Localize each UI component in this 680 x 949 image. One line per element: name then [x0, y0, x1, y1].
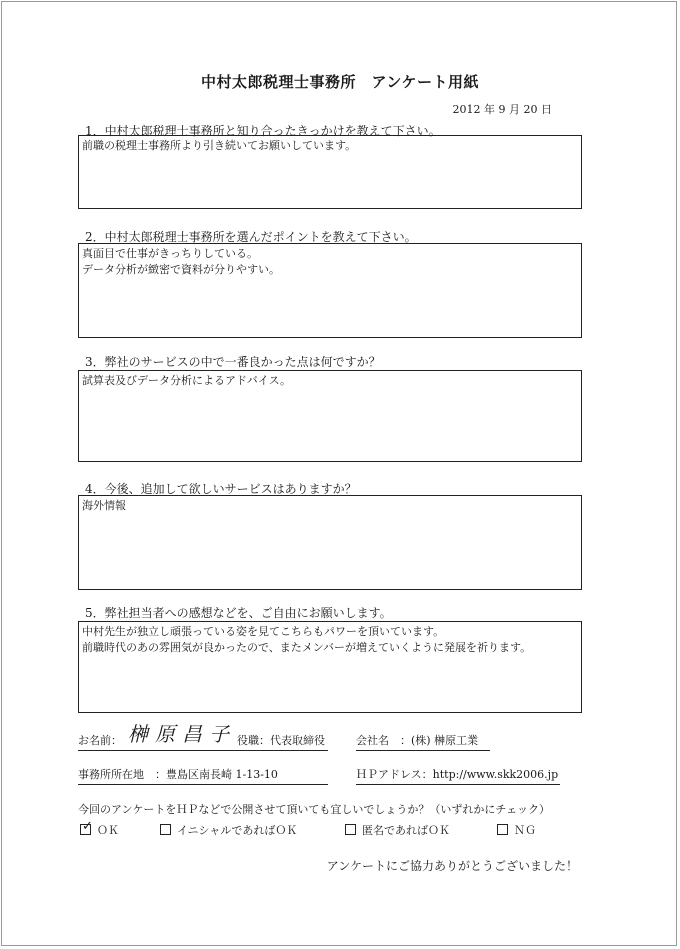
- answer-4-box: [78, 495, 582, 590]
- answer-1-box: [78, 135, 582, 209]
- hp-value: http://www.skk2006.jp: [432, 768, 559, 781]
- company-value: (株) 榊原工業: [411, 734, 479, 747]
- checkbox-icon[interactable]: [345, 824, 356, 835]
- checkbox-icon[interactable]: [160, 824, 171, 835]
- closing-message: アンケートにご協力ありがとうございました！: [326, 859, 578, 873]
- question-3-label: 3．弊社のサービスの中で一番良かった点は何ですか？: [85, 355, 381, 369]
- checkbox-icon[interactable]: [497, 824, 508, 835]
- hp-row: [356, 766, 560, 785]
- company-label: 会社名 ：: [356, 734, 411, 747]
- answer-5-line-1: 中村先生が独立し頑張っている姿を見てこちらもパワーを頂いています。: [82, 625, 445, 638]
- company-row: [356, 732, 490, 751]
- survey-date: 2012 年 9 月 20 日: [452, 103, 552, 116]
- name-label: お名前：: [78, 734, 122, 747]
- address-row: [78, 766, 328, 785]
- answer-5-line-2: 前職時代のあの雰囲気が良かったので、またメンバーが増えていくように発展を祈ります。: [82, 641, 532, 654]
- answer-3-line-1: 試算表及びデータ分析によるアドバイス。: [82, 374, 291, 387]
- answer-2-line-2: データ分析が緻密で資料が分りやすい。: [82, 263, 280, 276]
- name-signature: 榊原昌子: [128, 722, 236, 746]
- consent-option-anonymous-label: 匿名であればＯＫ: [362, 824, 450, 837]
- question-5-label: 5．弊社担当者への感想などを、ご自由にお願いします。: [85, 606, 392, 620]
- consent-option-initial-label: イニシャルであればＯＫ: [177, 824, 298, 837]
- answer-2-box: [78, 243, 582, 338]
- role-value: 代表取締役: [270, 734, 325, 747]
- answer-1-line-1: 前職の税理士事務所より引き続いてお願いしています。: [82, 139, 357, 152]
- answer-3-box: [78, 370, 582, 462]
- question-1-label: 1．中村太郎税理士事務所と知り合ったきっかけを教えて下さい。: [85, 124, 441, 138]
- consent-option-ng[interactable]: [497, 822, 536, 838]
- consent-option-ok-label: ＯＫ: [97, 824, 119, 837]
- question-4-label: 4．今後、追加して欲しいサービスはありますか？: [85, 482, 357, 496]
- consent-option-ng-label: ＮＧ: [514, 824, 536, 837]
- question-2-label: 2．中村太郎税理士事務所を選んだポイントを教えて下さい。: [85, 230, 417, 244]
- answer-4-line-1: 海外情報: [82, 499, 126, 512]
- answer-2-line-1: 真面目で仕事がきっちりしている。: [82, 247, 258, 260]
- page-title: 中村太郎税理士事務所 アンケート用紙: [200, 73, 480, 91]
- consent-option-initial[interactable]: [160, 822, 297, 838]
- role-label: 役職：: [237, 734, 270, 747]
- consent-option-ok[interactable]: [80, 822, 119, 838]
- checkbox-checked-icon[interactable]: [80, 824, 91, 835]
- consent-option-anonymous[interactable]: [345, 822, 450, 838]
- address-label: 事務所所在地 ：: [78, 768, 166, 781]
- answer-5-box: [78, 621, 582, 713]
- consent-question: 今回のアンケートをＨＰなどで公開させて頂いても宜しいでしょうか？（いずれかにチェック）: [78, 803, 551, 816]
- hp-label: ＨＰアドレス：: [356, 768, 433, 781]
- address-value: 豊島区南長崎 1-13-10: [166, 768, 278, 781]
